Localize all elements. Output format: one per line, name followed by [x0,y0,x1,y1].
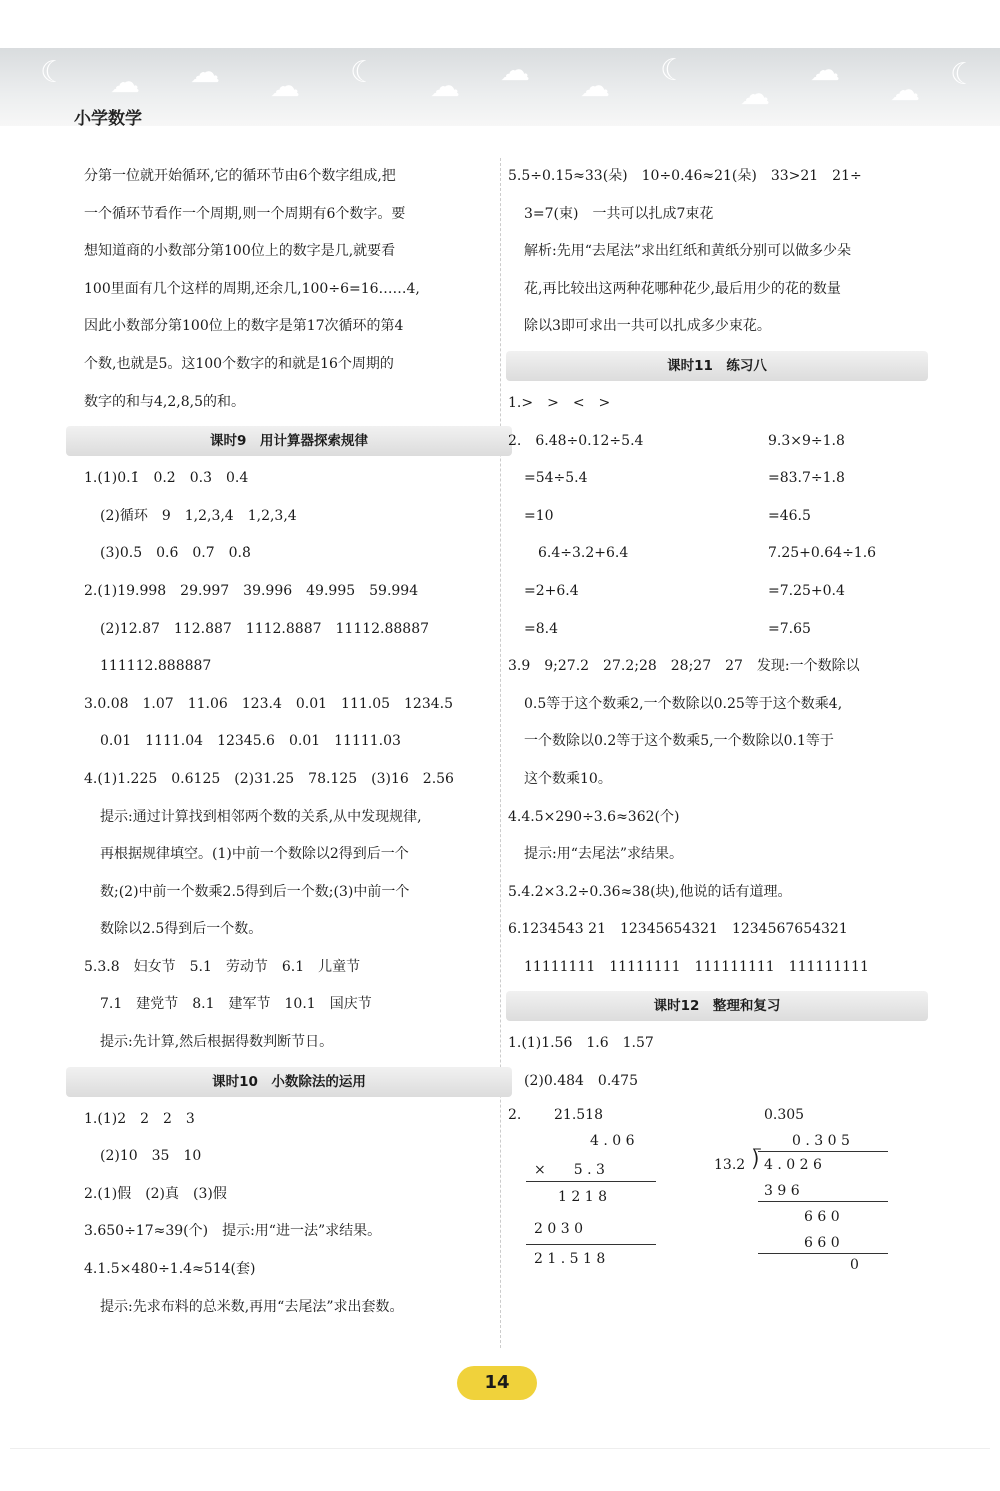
hint-line: 花,再比较出这两种花哪种花少,最后用少的花的数量 [524,280,841,297]
calc-line: 7.25+0.64÷1.6 [768,545,877,562]
hint-line: 提示:先计算,然后根据得数判断节日。 [100,1034,334,1051]
calc-line: =8.4 [524,620,558,637]
mult-multiplicand: 4 . 0 6 [590,1132,635,1149]
answer-line: 4.4.5×290÷3.6≈362(个) [508,808,680,825]
lesson12-answers [508,1025,928,1273]
answer-line: 3=7(束) 一共可以扎成7束花 [524,205,714,222]
answer-line: 7.1 建党节 8.1 建军节 10.1 国庆节 [100,996,372,1013]
lesson12-heading: 课时12 整理和复习 [506,991,928,1021]
div-dividend: 4 . 0 2 6 [764,1156,822,1173]
footer-rule [10,1448,990,1449]
answer-line: 2.(1)假 (2)真 (3)假 [84,1185,227,1202]
mult-partial-2: 2 0 3 0 [534,1220,583,1237]
page-number: 14 [457,1366,537,1400]
q2-right [768,423,928,649]
cloud-icon: ☁ [110,65,140,100]
rule-line [758,1253,888,1254]
answer-line: 这个数乘10。 [524,770,612,787]
answer-line: 1.(1)2 2 2 3 [84,1110,195,1127]
answer-line: 0.5等于这个数乘2,一个数除以0.25等于这个数乘4, [524,695,843,712]
mult-product: 2 1 . 5 1 8 [534,1250,606,1267]
text-line: 想知道商的小数部分第100位上的数字是几,就要看 [84,243,396,260]
text-line: 数字的和与4,2,8,5的和。 [84,393,245,410]
calc-line: =54÷5.4 [524,470,588,487]
answer-line: (2)12.87 112.887 1112.8887 11112.88887 [100,620,430,637]
cloud-icon: ☁ [810,53,840,88]
lesson9-heading: 课时9 用计算器探索规律 [66,426,512,456]
answer-line: (2)循环 9 1,2,3,4 1,2,3,4 [100,507,297,524]
moon-icon: ☾ [660,53,687,88]
hint-line: 提示:通过计算找到相邻两个数的关系,从中发现规律, [100,808,422,825]
div-result-label: 0.305 [764,1106,805,1123]
mult-result-label: 21.518 [554,1106,603,1123]
lesson10-heading: 课时10 小数除法的运用 [66,1067,512,1097]
calc-line: =7.65 [768,620,811,637]
answer-line: 111112.888887 [100,658,212,675]
hint-line: 提示:用“去尾法”求结果。 [524,846,684,863]
subject-title: 小学数学 [74,109,142,129]
moon-icon: ☾ [950,57,977,92]
cloud-icon: ☁ [190,55,220,90]
answer-line: 3.0.08 1.07 11.06 123.4 0.01 111.05 1234.5 [84,695,454,712]
calc-line: =10 [524,507,554,524]
div-divisor: 13.2 [714,1156,746,1173]
cloud-icon: ☁ [270,69,300,104]
answer-line: 1.(1)1.56̇ 1.6 1.57 [508,1035,654,1052]
hint-line: 数;(2)中前一个数乘2.5得到后一个数;(3)中前一个 [100,883,410,900]
div-step: 6 6 0 [804,1234,840,1251]
div-quotient: 0 . 3 0 5 [792,1132,850,1149]
answer-line: 1.> > < > [508,394,611,411]
answer-line: (2)0.484 0.475 [524,1073,638,1090]
hint-line: 解析:先用“去尾法”求出红纸和黄纸分别可以做多少朵 [524,243,852,260]
calc-line: 9.3×9÷1.8 [768,432,845,449]
hint-line: 数除以2.5得到后一个数。 [100,921,263,938]
cloud-icon: ☁ [500,53,530,88]
answer-line: 5.5÷0.15≈33(朵) 10÷0.46≈21(朵) 33>21 21÷ [508,168,862,184]
answer-line: 5.3.8 妇女节 5.1 劳动节 6.1 儿童节 [84,958,361,975]
calc-line: =46.5 [768,507,811,524]
calc-line: 6.4÷3.2+6.4 [538,545,629,562]
right-column [508,158,928,1271]
page-header [0,0,1000,140]
text-line: 因此小数部分第100位上的数字是第17次循环的第4 [84,318,404,335]
lesson11-heading: 课时11 练习八 [506,351,928,381]
div-step: 3 9 6 [764,1182,800,1199]
answer-line: 3.9 9;27.2 27.2;28 28;27 27 发现:一个数除以 [508,658,860,675]
calc-line: =7.25+0.4 [768,582,845,599]
div-step: 6 6 0 [804,1208,840,1225]
text-line: 个数,也就是5。这100个数字的和就是16个周期的 [84,355,394,372]
moon-icon: ☾ [40,55,67,90]
text-line: 100里面有几个这样的周期,还余几,100÷6=16……4, [84,280,420,297]
cloud-icon: ☁ [740,77,770,112]
text-line: 分第一位就开始循环,它的循环节由6个数字组成,把 [84,168,396,184]
rule-line [758,1151,888,1152]
cloud-icon: ☁ [430,69,460,104]
q2-left [508,423,768,649]
hint-line: 除以3即可求出一共可以扎成多少束花。 [524,318,771,335]
answer-line: 11111111 11111111 111111111 111111111 [524,958,869,975]
q5-continued [508,158,928,346]
answer-line: 6.1234543 21 12345654321 1234567654321 [508,921,848,938]
column-divider [500,158,501,1348]
answer-line: 2.(1)19.998 29.997 39.996 49.995 59.994 [84,582,419,599]
answer-line: 1.(1)0.1̇ 0.2̇ 0.3̇ 0.4̇ [84,470,249,487]
q2-vertical-calculations [508,1101,928,1271]
calc-line: =2+6.4 [524,582,579,599]
cloud-icon: ☁ [580,69,610,104]
division-bracket-icon: ⟌ [752,1148,761,1174]
rule-line [758,1201,888,1202]
mult-multiplier: × 5 . 3 [534,1161,605,1178]
intro-paragraph [84,158,494,421]
rule-line [526,1244,656,1245]
answer-line: 3.650÷17≈39(个) 提示:用“进一法”求结果。 [84,1223,382,1240]
lesson11-answers [508,385,928,987]
left-column [84,158,494,1326]
moon-icon: ☾ [350,55,377,90]
answer-line: 一个数除以0.2等于这个数乘5,一个数除以0.1等于 [524,733,834,750]
q2-calculations [508,423,928,649]
lesson10-answers [84,1101,494,1327]
mult-partial-1: 1 2 1 8 [558,1188,607,1205]
answer-line: 4.(1)1.225 0.6125 (2)31.25 78.125 (3)16 2.56 [84,770,454,787]
answer-line: (3)0.5̇ 0.6̇ 0.7̇ 0.8̇ [100,545,251,562]
div-remainder: 0 [850,1256,859,1273]
calc-line: =83.7÷1.8 [768,470,845,487]
hint-line: 再根据规律填空。(1)中前一个数除以2得到后一个 [100,846,409,863]
lesson9-answers [84,460,494,1062]
answer-line: (2)10 35 10 [100,1148,202,1165]
calc-line: 2. 6.48÷0.12÷5.4 [508,432,644,449]
answer-line: 0.01 1111.04 12345.6 0.01 11111.03 [100,733,401,750]
rule-line [526,1181,656,1182]
answer-line: 5.4.2×3.2÷0.36≈38(块),他说的话有道理。 [508,883,792,900]
question-number: 2. [508,1106,522,1123]
cloud-icon: ☁ [890,73,920,108]
answer-line: 4.1.5×480÷1.4≈514(套) [84,1261,256,1278]
hint-line: 提示:先求布料的总米数,再用“去尾法”求出套数。 [100,1298,404,1315]
text-line: 一个循环节看作一个周期,则一个周期有6个数字。要 [84,205,406,222]
